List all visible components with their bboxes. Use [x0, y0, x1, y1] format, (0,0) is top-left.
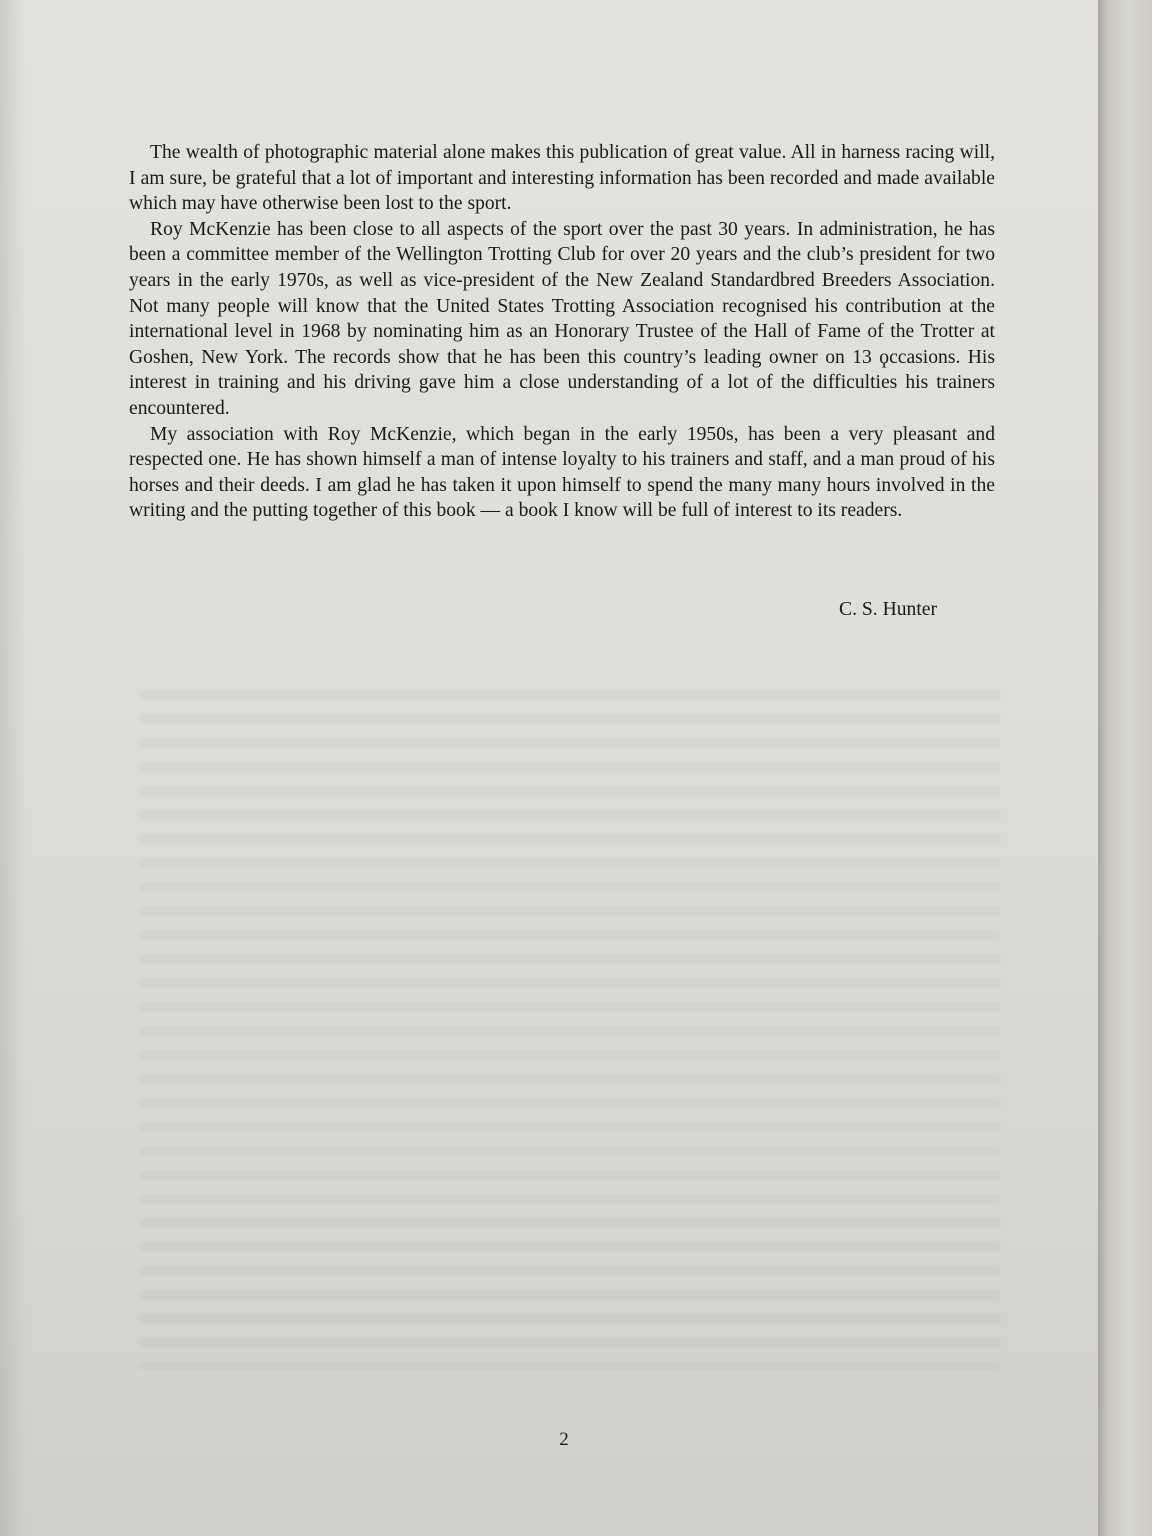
- show-through-text: [140, 690, 1000, 1370]
- paragraph-2: Roy McKenzie has been close to all aspects of the sport over the past 30 years. In administration, he has been a committee member of the Wellington Trotting Club for over 20 years and the club’s president for two years in the early 1970s, as well as vice-president of the New Zealand Standardbred Breeders Association. Not many people will know that the United States Trotting Association recognised his contribution at the international level in 1968 by nominating him as an Honorary Trustee of the Hall of Fame of the Trotter at Goshen, New York. The records show that he has been this country’s leading owner on 13 ϙccasions. His interest in training and his driving gave him a close understanding of a lot of the difficulties his trainers encountered.: [129, 218, 995, 419]
- paragraph-1: The wealth of photographic material alone makes this publication of great value. All in harness racing will, I am sure, be grateful that a lot of important and interesting information has been recorded and made available which may have otherwise been lost to the sport.: [129, 142, 995, 215]
- page-number: 2: [559, 1429, 569, 1450]
- foreword-text: [129, 140, 995, 524]
- signature: C. S. Hunter: [839, 599, 937, 620]
- page-edge: [1098, 0, 1152, 1536]
- paragraph-3: My association with Roy McKenzie, which began in the early 1950s, has been a very pleasant and respected one. He has shown himself a man of intense loyalty to his trainers and staff, and a man proud of his horses and their deeds. I am glad he has taken it upon himself to spend the many many hours involved in the writing and the putting together of this book — a book I know will be full of interest to its readers.: [129, 423, 995, 522]
- page-gutter-shadow: [0, 0, 26, 1536]
